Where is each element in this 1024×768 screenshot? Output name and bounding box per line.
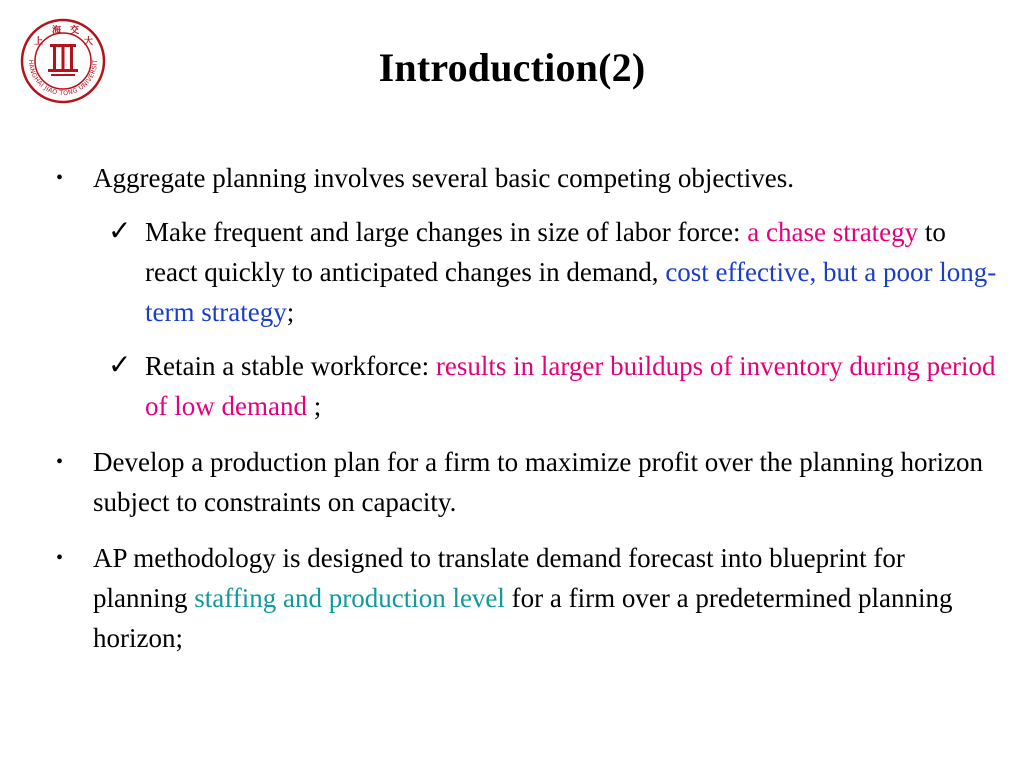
- bullet-dot-icon: •: [56, 167, 64, 189]
- bullet-item: [56, 442, 1005, 522]
- bullet-text: [93, 158, 1005, 198]
- text-segment: results in larger buildups of inventory during period of low demand: [145, 351, 996, 421]
- text-segment: to react quickly to anticipated changes in demand,: [145, 217, 946, 287]
- svg-text:海: 海: [52, 26, 62, 36]
- svg-text:上: 上: [34, 37, 44, 47]
- text-segment: cost effective, but a poor long-term strategy: [145, 257, 997, 327]
- checklist-text: [145, 351, 996, 421]
- checkmark-icon: ✓: [108, 216, 132, 247]
- bullet-text: [93, 538, 1005, 658]
- svg-text:大: 大: [84, 37, 94, 47]
- checkmark-icon: ✓: [108, 350, 132, 381]
- bullet-list: [56, 158, 1005, 674]
- text-segment: staffing and production level: [194, 583, 505, 613]
- slide-title: Introduction(2): [378, 45, 646, 90]
- text-segment: Develop a production plan for a firm to maximize profit over the planning horizon subject to constraints on capacity.: [93, 447, 983, 517]
- text-segment: a chase strategy: [747, 217, 919, 247]
- text-segment: Aggregate planning involves several basic competing objectives.: [93, 163, 795, 193]
- text-segment: Retain a stable workforce:: [145, 351, 436, 381]
- logo-caption: HANGHAI JIAO TONG UNIVERSIT: [26, 59, 100, 98]
- bullet-dot-icon: •: [56, 547, 64, 569]
- checklist-text: [145, 217, 996, 327]
- text-segment: ;: [306, 391, 322, 421]
- bullet-dot-icon: •: [56, 451, 64, 473]
- text-segment: for a firm over a predetermined planning horizon;: [93, 583, 953, 653]
- checklist-item: [60, 212, 1005, 332]
- bullet-text: [93, 442, 1005, 522]
- text-segment: AP methodology is designed to translate demand forecast into blueprint for planning: [93, 543, 905, 613]
- bullet-item: [56, 538, 1005, 658]
- text-segment: ;: [286, 297, 295, 327]
- svg-text:交: 交: [70, 26, 80, 36]
- text-segment: Make frequent and large changes in size of labor force:: [145, 217, 748, 247]
- checklist-item: [60, 346, 1005, 426]
- bullet-item: [56, 158, 1005, 198]
